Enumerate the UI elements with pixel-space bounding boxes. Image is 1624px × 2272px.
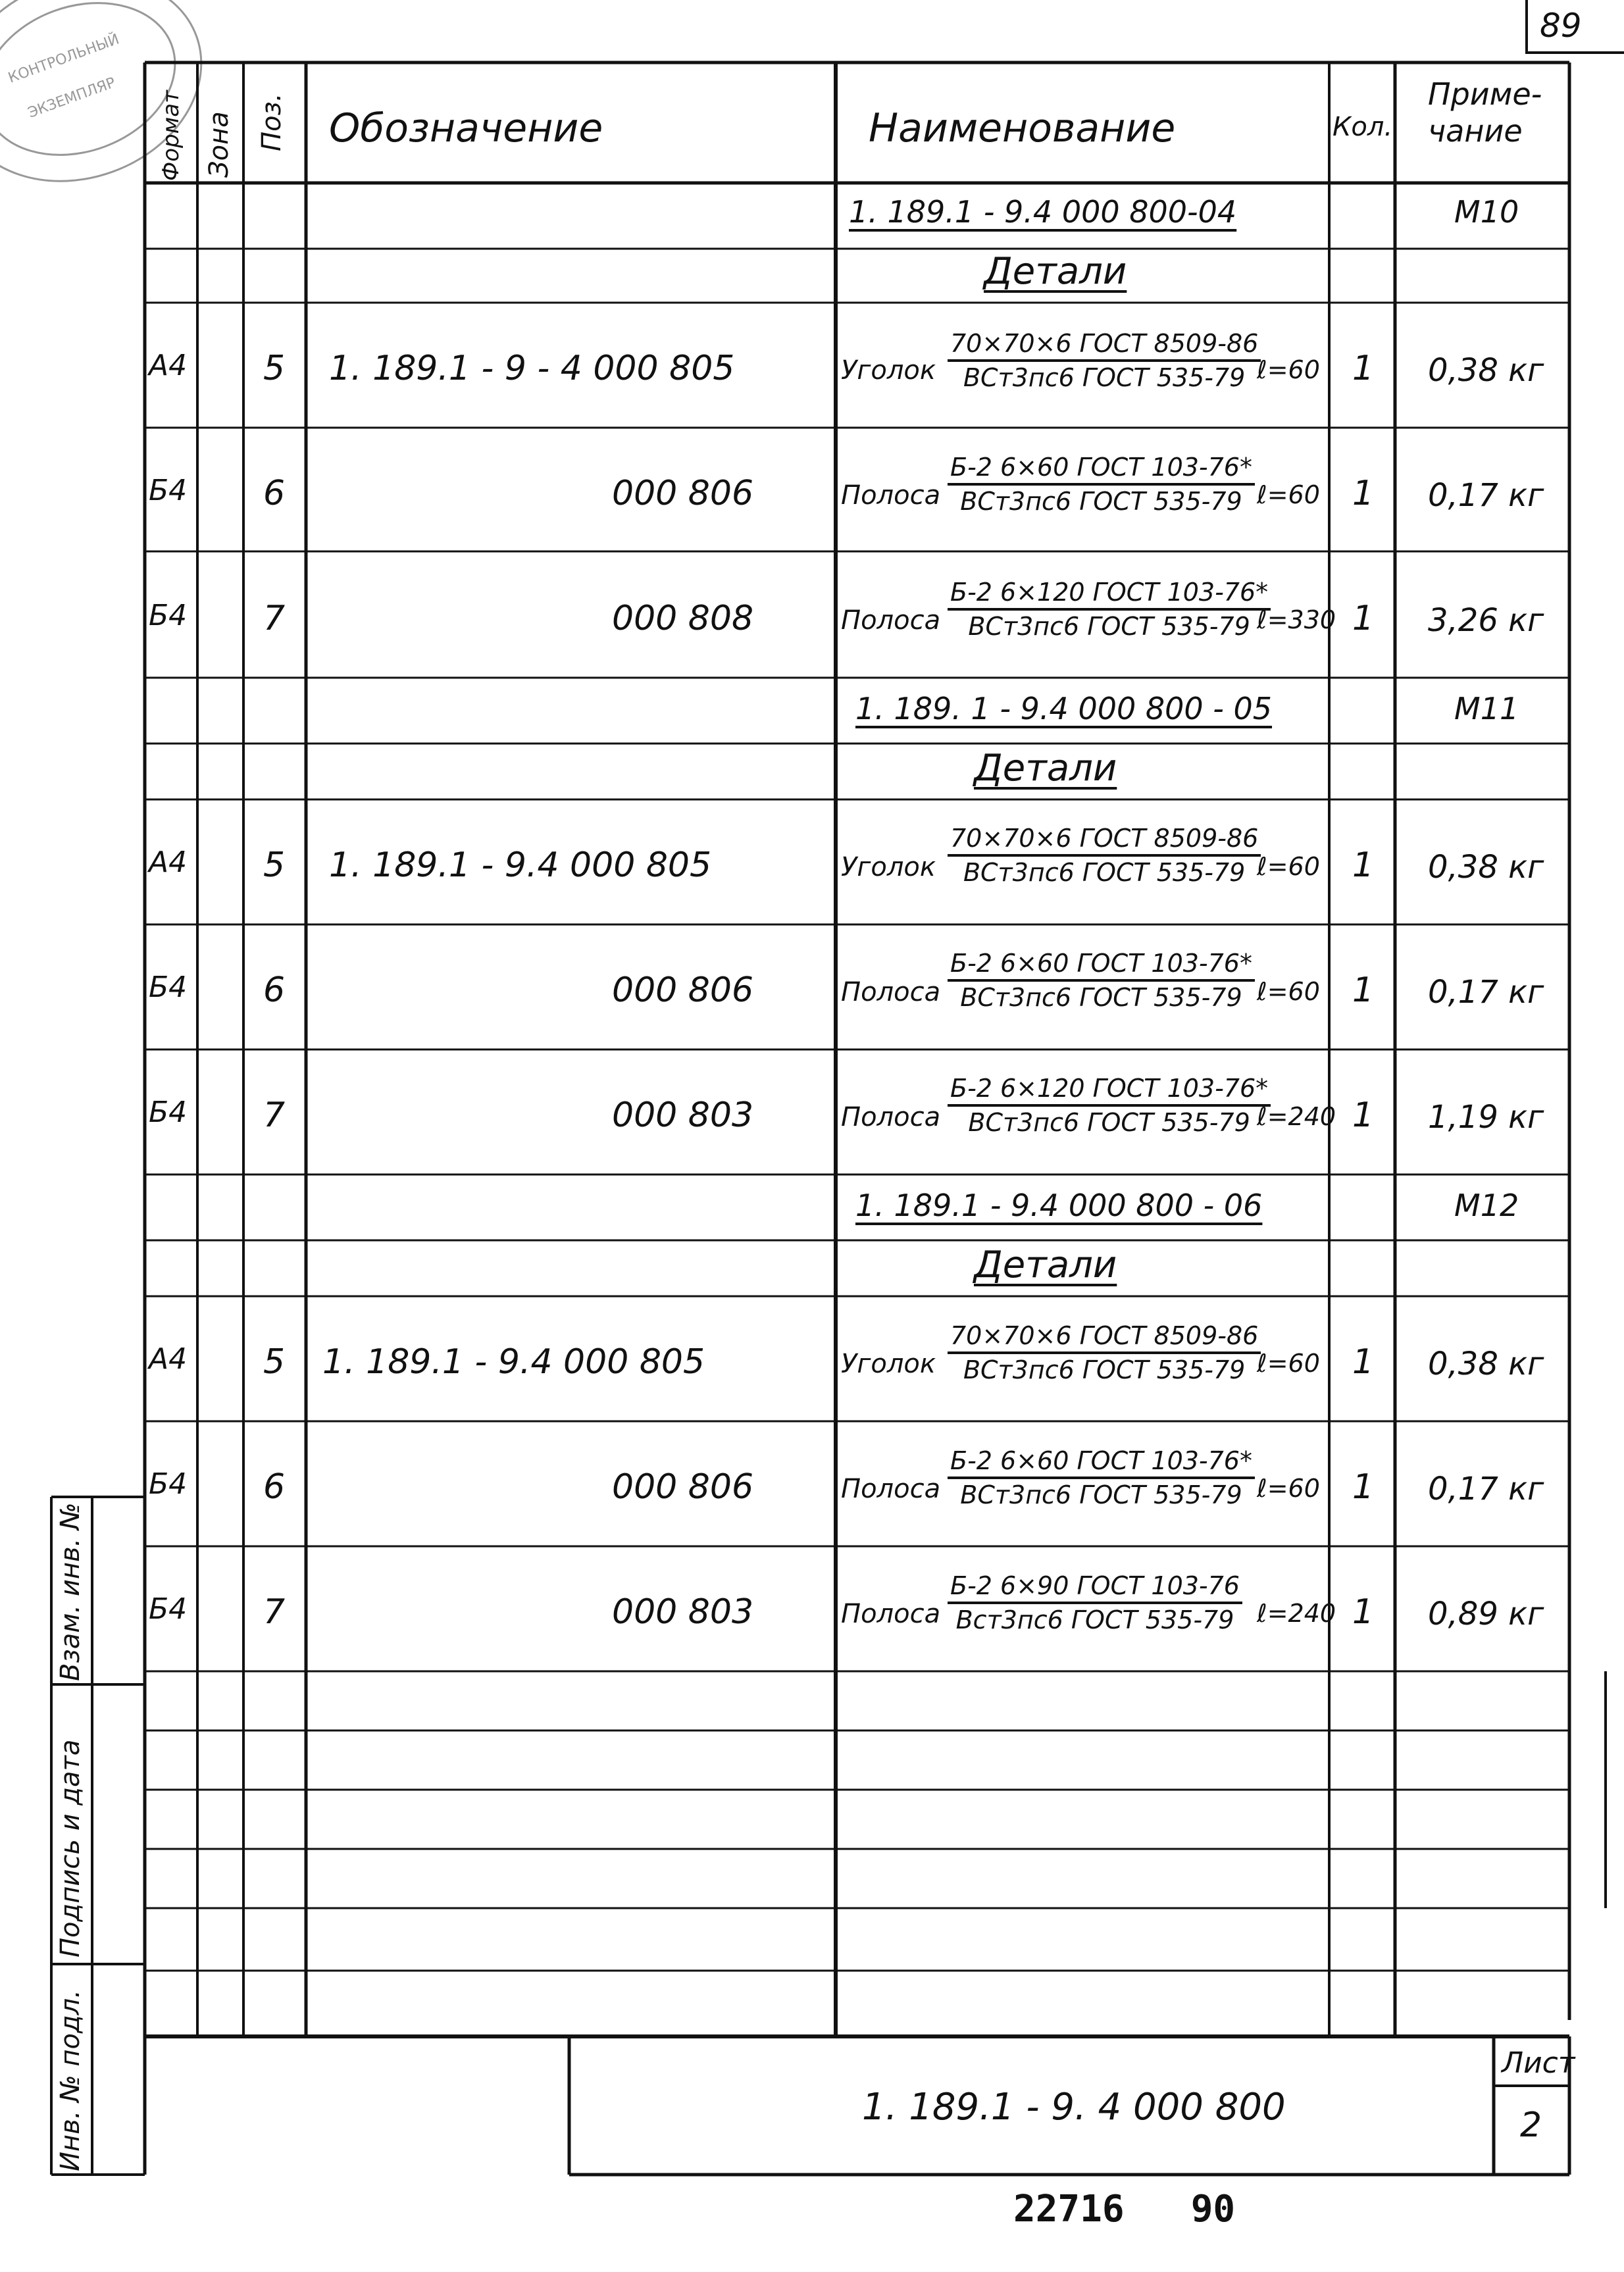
row-designation: 000 806 <box>612 971 754 1010</box>
row-material-num: 70×70×6 ГОСТ 8509-86 <box>950 329 1259 358</box>
row-qty: 1 <box>1352 846 1375 885</box>
row-material <box>948 1321 1261 1384</box>
fraction-bar <box>948 1602 1242 1604</box>
row-prefix: Полоса <box>841 605 941 636</box>
fraction-bar <box>948 1351 1261 1354</box>
row-length: ℓ=60 <box>1257 1474 1320 1503</box>
row-note: 0,17 кг <box>1428 974 1544 1011</box>
row-note: 0,89 кг <box>1428 1596 1544 1632</box>
row-prefix: Уголок <box>841 852 936 882</box>
section-heading: Детали <box>974 1244 1117 1286</box>
row-material-num: Б-2 6×60 ГОСТ 103-76* <box>950 949 1252 978</box>
row-qty: 1 <box>1352 599 1375 638</box>
sheet-label: Лист <box>1502 2046 1575 2080</box>
row-prefix: Уголок <box>841 355 936 386</box>
row-pos: 5 <box>263 1342 286 1382</box>
header-designation: Обозначение <box>329 105 603 151</box>
row-note: 0,17 кг <box>1428 477 1544 514</box>
bottom-number: 22716 90 <box>1013 2188 1236 2231</box>
row-material <box>948 824 1261 887</box>
page-number: 89 <box>1540 7 1582 45</box>
fraction-bar <box>948 979 1255 982</box>
row-designation: 1. 189.1 - 9.4 000 805 <box>329 846 712 885</box>
title-row: 1. 189. 1 - 9.4 000 800 - 05 <box>855 691 1273 726</box>
row-material <box>948 1571 1242 1634</box>
row-format: Б4 <box>149 1592 188 1626</box>
row-pos: 6 <box>263 971 286 1010</box>
row-material-den: ВСт3пс6 ГОСТ 535-79 <box>960 487 1242 516</box>
row-format: Б4 <box>149 1096 188 1129</box>
title-block-code: 1. 189.1 - 9. 4 000 800 <box>862 2086 1286 2129</box>
row-format: А4 <box>149 846 188 879</box>
row-note: 0,38 кг <box>1428 849 1544 886</box>
title-row-note: М11 <box>1454 691 1519 726</box>
svg-text:КОНТРОЛЬНЫЙ: КОНТРОЛЬНЫЙ <box>6 31 122 87</box>
header-format: Формат <box>158 90 184 181</box>
side-label-podpis: Подпись и дата <box>55 1739 86 1957</box>
row-material-num: Б-2 6×120 ГОСТ 103-76* <box>950 578 1269 607</box>
row-material-den: ВСт3пс6 ГОСТ 535-79 <box>968 1108 1250 1137</box>
fraction-bar <box>948 483 1255 486</box>
row-prefix: Полоса <box>841 1599 941 1629</box>
row-note: 0,17 кг <box>1428 1471 1544 1507</box>
row-prefix: Полоса <box>841 1102 941 1132</box>
row-material-den: ВСт3пс6 ГОСТ 535-79 <box>963 858 1246 887</box>
row-designation: 1. 189.1 - 9.4 000 805 <box>322 1342 705 1382</box>
row-qty: 1 <box>1352 1342 1375 1382</box>
header-note: Приме- чание <box>1428 76 1542 149</box>
section-heading: Детали <box>984 250 1127 293</box>
row-material <box>948 578 1271 641</box>
row-material-num: 70×70×6 ГОСТ 8509-86 <box>950 824 1259 853</box>
row-material-den: ВСт3пс6 ГОСТ 535-79 <box>963 363 1246 392</box>
header-name: Наименование <box>869 105 1176 151</box>
row-qty: 1 <box>1352 971 1375 1010</box>
row-format: А4 <box>149 349 188 382</box>
fraction-bar <box>948 854 1261 857</box>
row-format: Б4 <box>149 1467 188 1501</box>
row-length: ℓ=330 <box>1257 605 1336 634</box>
row-material-den: Вст3пс6 ГОСТ 535-79 <box>955 1605 1234 1634</box>
row-pos: 6 <box>263 1467 286 1507</box>
row-pos: 7 <box>263 1096 286 1135</box>
row-qty: 1 <box>1352 1592 1375 1632</box>
row-length: ℓ=60 <box>1257 355 1320 384</box>
row-length: ℓ=60 <box>1257 1349 1320 1378</box>
row-pos: 7 <box>263 1592 286 1632</box>
row-note: 0,38 кг <box>1428 1346 1544 1382</box>
row-prefix: Полоса <box>841 977 941 1007</box>
row-qty: 1 <box>1352 1096 1375 1135</box>
row-pos: 7 <box>263 599 286 638</box>
row-designation: 000 806 <box>612 474 754 513</box>
row-pos: 6 <box>263 474 286 513</box>
row-note: 0,38 кг <box>1428 352 1544 389</box>
row-qty: 1 <box>1352 349 1375 388</box>
fraction-bar <box>948 1477 1255 1479</box>
row-material-num: 70×70×6 ГОСТ 8509-86 <box>950 1321 1259 1350</box>
row-length: ℓ=60 <box>1257 852 1320 881</box>
row-material-num: Б-2 6×90 ГОСТ 103-76 <box>950 1571 1240 1600</box>
row-prefix: Полоса <box>841 1474 941 1504</box>
row-qty: 1 <box>1352 474 1375 513</box>
row-designation: 1. 189.1 - 9 - 4 000 805 <box>329 349 735 388</box>
row-designation: 000 806 <box>612 1467 754 1507</box>
row-format: Б4 <box>149 474 188 507</box>
row-material-den: ВСт3пс6 ГОСТ 535-79 <box>960 1480 1242 1509</box>
row-prefix: Полоса <box>841 480 941 511</box>
row-designation: 000 803 <box>612 1592 754 1632</box>
row-material <box>948 1446 1255 1509</box>
title-row: 1. 189.1 - 9.4 000 800-04 <box>849 194 1237 230</box>
row-designation: 000 803 <box>612 1096 754 1135</box>
svg-text:ЭКЗЕМПЛЯР: ЭКЗЕМПЛЯР <box>26 74 118 122</box>
row-pos: 5 <box>263 349 286 388</box>
title-row-note: М12 <box>1454 1188 1519 1223</box>
header-qty: Кол. <box>1332 112 1393 142</box>
row-prefix: Уголок <box>841 1349 936 1379</box>
row-length: ℓ=240 <box>1257 1599 1336 1628</box>
section-heading: Детали <box>974 747 1117 790</box>
fraction-bar <box>948 608 1271 611</box>
title-row: 1. 189.1 - 9.4 000 800 - 06 <box>855 1188 1263 1223</box>
row-material <box>948 453 1255 516</box>
row-material-den: ВСт3пс6 ГОСТ 535-79 <box>968 612 1250 641</box>
row-material-den: ВСт3пс6 ГОСТ 535-79 <box>960 983 1242 1012</box>
row-material <box>948 329 1261 392</box>
side-label-inv-podl: Инв. № подл. <box>55 1990 86 2171</box>
header-zone: Зона <box>204 111 234 178</box>
row-length: ℓ=240 <box>1257 1102 1336 1131</box>
row-note: 1,19 кг <box>1428 1099 1544 1136</box>
row-pos: 5 <box>263 846 286 885</box>
row-length: ℓ=60 <box>1257 480 1320 509</box>
row-qty: 1 <box>1352 1467 1375 1507</box>
row-material-num: Б-2 6×60 ГОСТ 103-76* <box>950 453 1252 482</box>
fraction-bar <box>948 1104 1271 1107</box>
side-label-vzam: Взам. инв. № <box>55 1502 86 1681</box>
row-format: Б4 <box>149 599 188 632</box>
row-material <box>948 1074 1271 1137</box>
sheet-number: 2 <box>1520 2106 1542 2145</box>
row-note: 3,26 кг <box>1428 602 1544 639</box>
title-row-note: М10 <box>1454 194 1519 230</box>
row-format: Б4 <box>149 971 188 1004</box>
row-designation: 000 808 <box>612 599 754 638</box>
fraction-bar <box>948 359 1261 362</box>
row-material-num: Б-2 6×60 ГОСТ 103-76* <box>950 1446 1252 1475</box>
row-material-num: Б-2 6×120 ГОСТ 103-76* <box>950 1074 1269 1103</box>
row-format: А4 <box>149 1342 188 1376</box>
row-material <box>948 949 1255 1012</box>
row-material-den: ВСт3пс6 ГОСТ 535-79 <box>963 1355 1246 1384</box>
header-pos: Поз. <box>257 93 287 151</box>
row-length: ℓ=60 <box>1257 977 1320 1006</box>
